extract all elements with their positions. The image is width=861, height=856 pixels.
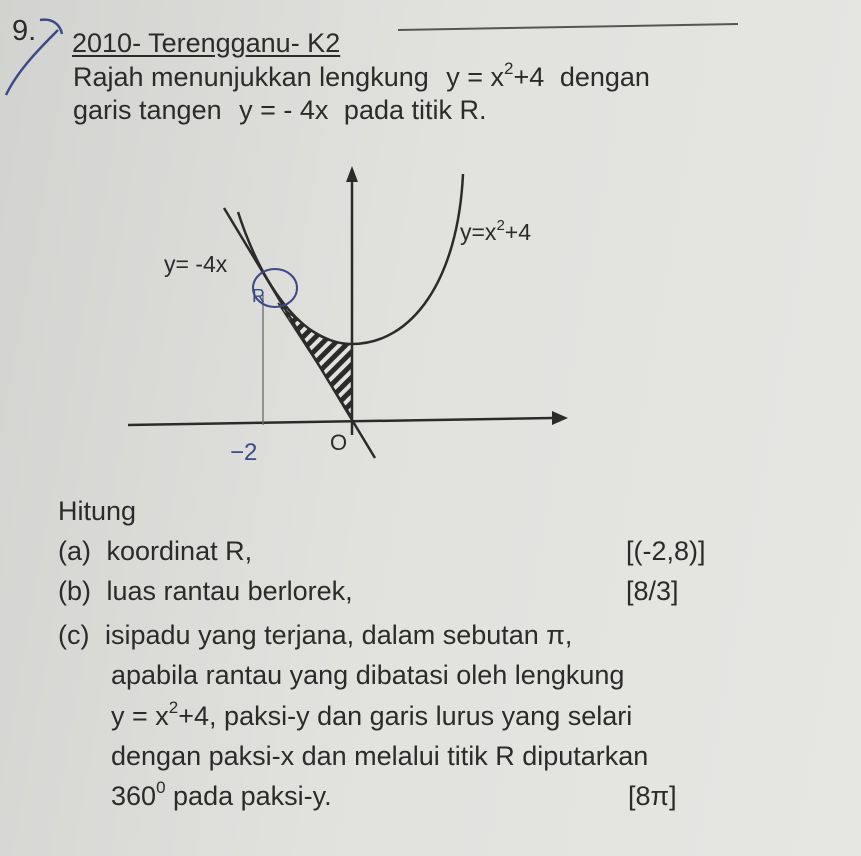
- part-c-line-1: (c) isipadu yang terjana, dalam sebutan π,: [58, 620, 573, 650]
- y-axis-arrow: [346, 166, 358, 182]
- x-axis-arrow: [552, 411, 568, 425]
- parabola-curve: [238, 174, 463, 344]
- point-r-label: R: [252, 286, 265, 306]
- part-b: (b) luas rantau berlorek,: [58, 576, 353, 606]
- intro-line-2: garis tangen y = - 4x pada titik R.: [73, 95, 487, 125]
- tangent-label: y= -4x: [164, 251, 228, 277]
- curve-equation: $y = x^2+4$: [446, 59, 545, 92]
- x-tick-label: −2: [230, 439, 258, 466]
- part-a: (a) koordinat R,: [58, 536, 253, 566]
- part-b-answer: [8/3]: [626, 576, 679, 606]
- question-number: 9.: [12, 15, 37, 47]
- part-a-answer: [(-2,8)]: [626, 536, 706, 566]
- graph-figure: [120, 160, 590, 480]
- part-c-line-3: $y = x^2+4$, paksi-y dan garis lurus yang selari: [111, 698, 633, 731]
- prompt-hitung: Hitung: [58, 496, 137, 526]
- part-c-line-5: $360^0$ pada paksi-y.: [111, 778, 332, 811]
- part-c-answer: [8π]: [628, 781, 677, 811]
- part-c-line-4: dengan paksi-x dan melalui titik R diputarkan: [111, 741, 649, 771]
- curve-label: $y=x^2+4$: [460, 217, 532, 245]
- origin-label: O: [330, 430, 348, 455]
- tangent-equation: y = - 4x: [239, 95, 329, 125]
- part-c-line-2: apabila rantau yang dibatasi oleh lengkung: [111, 660, 625, 690]
- header-rule: [398, 23, 738, 31]
- intro-line-1: Rajah menunjukkan lengkung $y = x^2+4$ dengan: [73, 59, 650, 92]
- x-axis: [128, 418, 552, 425]
- question-source: 2010- Terengganu- K2: [72, 28, 341, 58]
